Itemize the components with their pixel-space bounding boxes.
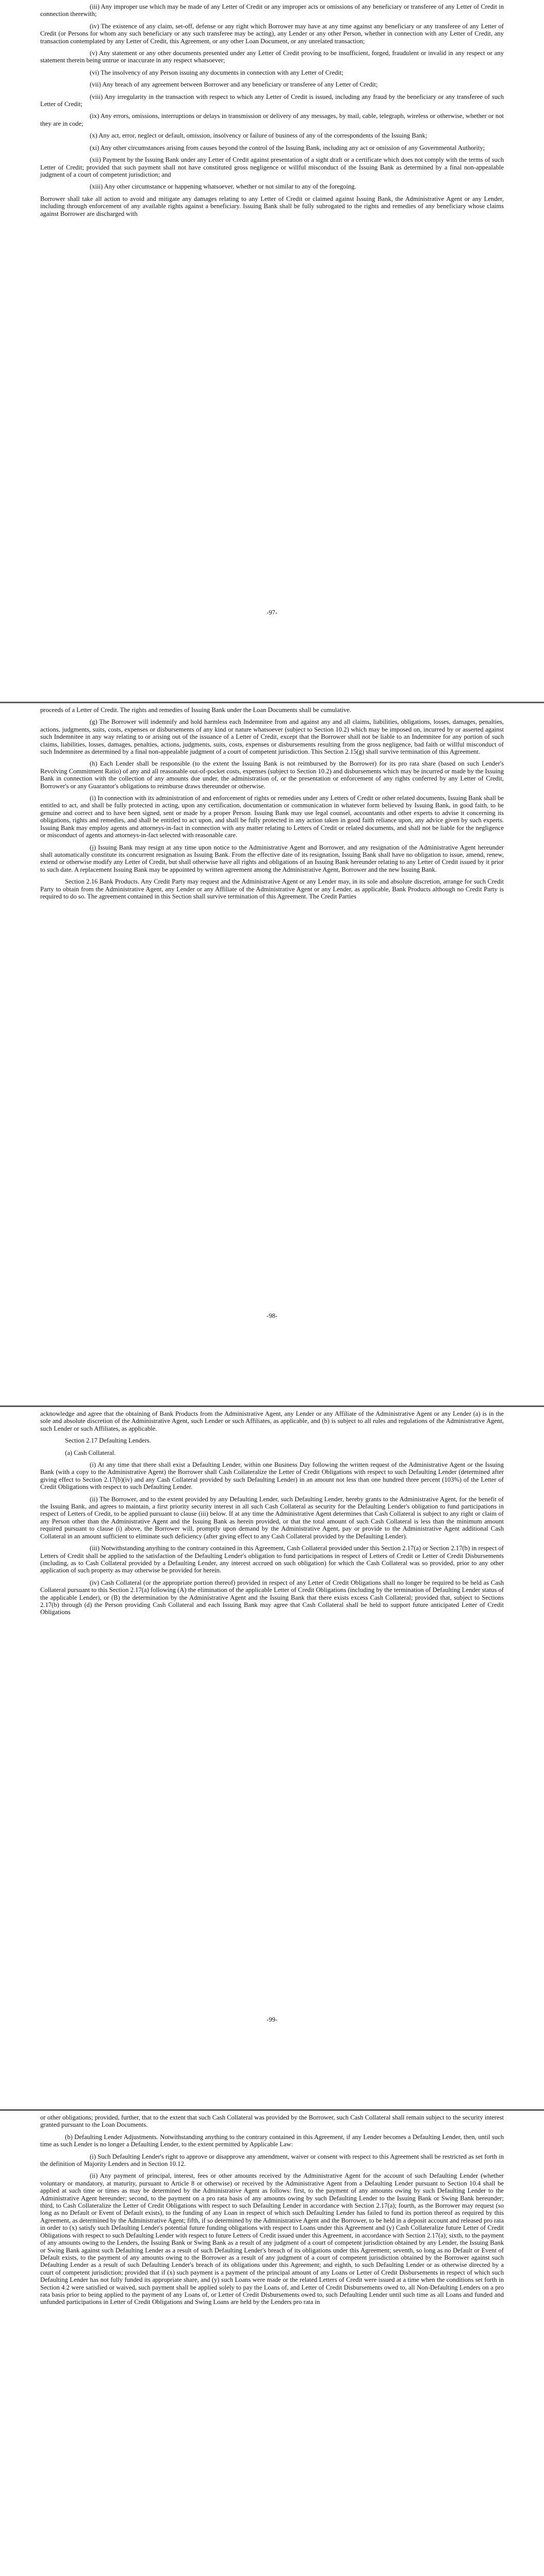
document-page-100	[0, 2111, 544, 2576]
subsection-b-paragraph: (b) Defaulting Lender Adjustments. Notwithstanding anything to the contrary contained in this Agreement, if any Lender becomes a Defaulting Lender, then, until such time as such Lender is no longer a Defaulting Lender, to the extent permitted by Applicable Law:	[40, 2133, 504, 2148]
paragraph: or other obligations; provided, further, that to the extent that such Cash Collateral was provided by the Borrower, such Cash Collateral shall remain subject to the security interest granted pursuant to the Loan Documents.	[40, 2114, 504, 2129]
paragraph: (ix) Any errors, omissions, interruptions or delays in transmission or delivery of any messages, by mail, cable, telegraph, wireless or otherwise, whether or not they are in code;	[40, 112, 504, 127]
page-body	[40, 2114, 504, 2306]
page-body	[40, 3, 504, 217]
document-page-99	[0, 1407, 544, 2109]
paragraph: (h) Each Lender shall be responsible (to the extent the Issuing Bank is not reimbursed by the Borrower) for its pro rata share (based on such Lender's Revolving Commitment Ratio) of any and all reasonable out-of-pocket costs, expenses (subject to Section 10.2) and disbursements which may be incurred or made by the Issuing Bank in connection with the collection of any amounts due under, the administration of, or the presentation or enforcement of any rights conferred by any Letter of Credit, Borrower's or any Guarantor's obligations to reimburse draws thereunder or otherwise.	[40, 760, 504, 790]
paragraph: (x) Any act, error, neglect or default, omission, insolvency or failure of business of any of the correspondents of the Issuing Bank;	[90, 132, 427, 140]
paragraph: (iii) Notwithstanding anything to the contrary contained in this Agreement, Cash Collateral provided under this Section 2.17(a) or Section 2.17(b) in respect of Letters of Credit shall be applied to the satisfaction of the Defaulting Lender's obligation to fund participations in respect of Letters of Credit or Letter of Credit Disbursements (including, as to Cash Collateral provided by a Defaulting Lender, any interest accrued on such obligation) for which the Cash Collateral was so provided, prior to any other application of such property as may otherwise be provided for herein.	[40, 1545, 504, 1574]
paragraph: acknowledge and agree that the obtaining of Bank Products from the Administrative Agent, any Lender or any Affiliate of the Administrative Agent or any Lender (a) is in the sole and absolute discretion of the Administrative Agent, such Lender or such Affiliates, as applicable, and (b) is subject to all rules and regulations of the Administrative Agent, such Lender or such Affiliates, as applicable.	[40, 1410, 504, 1432]
page-number: -97-	[267, 609, 277, 616]
subsection-a-heading: (a) Cash Collateral.	[65, 1449, 116, 1456]
section-2-16-paragraph: Section 2.16 Bank Products. Any Credit Party may request and the Administrative Agent or any Lender may, in its sole and absolute discretion, arrange for such Credit Party to obtain from the Administrative Agent, any Lender or any Affiliate of the Administrative Agent or any Lender, as applicable, Bank Products although no Credit Party is required to do so. The agreement contained in this Section shall survive termination of this Agreement. The Credit Parties	[40, 878, 504, 900]
page-number: -98-	[267, 1312, 277, 1319]
document-page-97	[0, 0, 544, 702]
paragraph: (xii) Payment by the Issuing Bank under any Letter of Credit against presentation of a sight draft or a certificate which does not comply with the terms of such Letter of Credit; provided that such payment shall not have constituted gross negligence or willful misconduct of the Issuing Bank as determined by a final non-appealable judgment of a court of competent jurisdiction; and	[40, 156, 504, 178]
paragraph: (i) In connection with its administration of and enforcement of rights or remedies under any Letters of Credit or other related documents, Issuing Bank shall be entitled to act, and shall be fully protected in acting, upon any certification, documentation or communication in whatever form believed by Issuing Bank, in good faith, to be genuine and correct and to have been signed, sent or made by a proper Person. Issuing Bank may use legal counsel, accountants and other experts to advise it concerning its obligations, rights and remedies, and shall be entitled to act upon, and shall be fully protected in any action taken in good faith reliance upon, any advice given by such experts. Issuing Bank may employ agents and attorneys-in-fact in connection with any matter relating to Letters of Credit or related documents, and shall not be liable for the negligence or misconduct of agents and attorneys-in-fact selected with reasonable care.	[40, 794, 504, 839]
paragraph: (i) At any time that there shall exist a Defaulting Lender, within one Business Day following the written request of the Administrative Agent or the Issuing Bank (with a copy to the Administrative Agent) the Borrower shall Cash Collateralize the Letter of Credit Obligations with respect to such Defaulting Lender (determined after giving effect to Section 2.17(b)(iv) and any Cash Collateral provided by such Defaulting Lender) in an amount not less than one hundred three percent (103%) of the Letter of Credit Obligations with respect to such Defaulting Lender.	[40, 1461, 504, 1491]
paragraph: (viii) Any irregularity in the transaction with respect to which any Letter of Credit is issued, including any fraud by the beneficiary or any transferee of such Letter of Credit;	[40, 93, 504, 108]
paragraph: proceeds of a Letter of Credit. The rights and remedies of Issuing Bank under the Loan Documents shall be cumulative.	[40, 706, 352, 714]
page-body	[40, 706, 504, 900]
paragraph: (iii) Any improper use which may be made of any Letter of Credit or any improper acts or omissions of any beneficiary or transferee of any Letter of Credit in connection therewith;	[40, 3, 504, 18]
page-number: -99-	[267, 2016, 277, 2023]
page-body	[40, 1410, 504, 1616]
paragraph: (v) Any statement or any other documents presented under any Letter of Credit proving to be insufficient, forged, fraudulent or invalid in any respect or any statement therein being untrue or inaccurate in any respect whatsoever;	[40, 49, 504, 64]
paragraph: (ii) Any payment of principal, interest, fees or other amounts received by the Administrative Agent for the account of such Defaulting Lender (whether voluntary or mandatory, at maturity, pursuant to Article 8 or otherwise) or received by the Administrative Agent from a Defaulting Lender pursuant to Section 10.4 shall be applied at such time or times as may be determined by the Administrative Agent as follows: first, to the payment of any amounts owing by such Defaulting Lender to the Administrative Agent hereunder; second, to the payment on a pro rata basis of any amounts owing by such Defaulting Lender to the Issuing Bank or Swing Bank hereunder; third, to Cash Collateralize the Letter of Credit Obligations with respect to such Defaulting Lender in accordance with Section 2.17(a); fourth, as the Borrower may request (so long as no Default or Event of Default exists), to the funding of any Loan in respect of which such Defaulting Lender has failed to fund its portion thereof as required by this Agreement, as determined by the Administrative Agent; fifth, if so determined by the Administrative Agent and the Borrower, to be held in a deposit account and released pro rata in order to (x) satisfy such Defaulting Lender's potential future funding obligations with respect to Loans under this Agreement and (y) Cash Collateralize future Letter of Credit Obligations with respect to such Defaulting Lender with respect to future Letters of Credit issued under this Agreement, in accordance with Section 2.17(a); sixth, to the payment of any amounts owing to the Lenders, the Issuing Bank or Swing Bank as a result of any judgment of a court of competent jurisdiction obtained by any Lender, the Issuing Bank or Swing Bank against such Defaulting Lender as a result of such Defaulting Lender's breach of its obligations under this Agreement; seventh, so long as no Default or Event of Default exists, to the payment of any amounts owing to the Borrower as a result of any judgment of a court of competent jurisdiction obtained by the Borrower against such Defaulting Lender as a result of such Defaulting Lender's breach of its obligations under this Agreement; and eighth, to such Defaulting Lender or as otherwise directed by a court of competent jurisdiction; provided that if (x) such payment is a payment of the principal amount of any Loans or Letter of Credit Disbursements in respect of which such Defaulting Lender has not fully funded its appropriate share, and (y) such Loans were made or the related Letters of Credit were issued at a time when the conditions set forth in Section 4.2 were satisfied or waived, such payment shall be applied solely to pay the Loans of, and Letter of Credit Disbursements owed to, all Non-Defaulting Lenders on a pro rata basis prior to being applied to the payment of any Loans of, or Letter of Credit Disbursements owed to, such Defaulting Lender until such time as all Loans and funded and unfunded participations in Letter of Credit Obligations and Swing Loans are held by the Lenders pro rata in	[40, 2172, 504, 2306]
paragraph: (xiii) Any other circumstance or happening whatsoever, whether or not similar to any of the foregoing.	[90, 183, 356, 191]
paragraph: (g) The Borrower will indemnify and hold harmless each Indemnitee from and against any and all claims, liabilities, obligations, losses, damages, penalties, actions, judgments, suits, costs, expenses or disbursements of any kind or nature whatsoever (subject to Section 10.2) which may be imposed on, incurred by or asserted against such Indemnitee in any way relating to or arising out of the issuance of a Letter of Credit, except that the Borrower shall not be liable to an Indemnitee for any portion of such claims, liabilities, losses, damages, penalties, actions, judgments, suits, costs, expenses or disbursements resulting from the gross negligence, bad faith or willful misconduct of such Indemnitee as determined by a final non-appealable judgment of a court of competent jurisdiction. This Section 2.15(g) shall survive termination of this Agreement.	[40, 718, 504, 756]
paragraph: (vii) Any breach of any agreement between Borrower and any beneficiary or transferee of any Letter of Credit;	[90, 81, 378, 89]
paragraph: (iv) The existence of any claim, set-off, defense or any right which Borrower may have at any time against any beneficiary or any transferee of any Letter of Credit (or Persons for whom any such beneficiary or any such transferee may be acting), any Lender or any other Person, whether in connection with any Letter of Credit, any transaction contemplated by any Letter of Credit, this Agreement, or any other Loan Document, or any unrelated transaction;	[40, 22, 504, 45]
document-page-98	[0, 703, 544, 1405]
paragraph: Borrower shall take all action to avoid and mitigate any damages relating to any Letter of Credit or claimed against Issuing Bank, the Administrative Agent or any Lender, including through enforcement of any available rights against a beneficiary. Issuing Bank shall be fully subrogated to the rights and remedies of any beneficiary whose claims against Borrower are discharged with	[40, 195, 504, 217]
paragraph: (iv) Cash Collateral (or the appropriate portion thereof) provided in respect of any Letter of Credit Obligations shall no longer be required to be held as Cash Collateral pursuant to this Section 2.17(a) following (A) the elimination of the applicable Letter of Credit Obligations (including by the termination of Defaulting Lender status of the applicable Lender), or (B) the determination by the Administrative Agent and the Issuing Bank that there exists excess Cash Collateral; provided that, subject to Sections 2.17(b) through (d) the Person providing Cash Collateral and each Issuing Bank may agree that Cash Collateral shall be held to support future anticipated Letter of Credit Obligations	[40, 1579, 504, 1616]
paragraph: (j) Issuing Bank may resign at any time upon notice to the Administrative Agent and Borrower, and any resignation of the Administrative Agent hereunder shall automatically constitute its concurrent resignation as Issuing Bank. From the effective date of its resignation, Issuing Bank shall have no obligation to issue, amend, renew, extend or otherwise modify any Letter of Credit, but shall otherwise have all rights and obligations of an Issuing Bank hereunder relating to any Letter of Credit issued by it prior to such date. A replacement Issuing Bank may be appointed by written agreement among the Administrative Agent, Borrower and the new Issuing Bank.	[40, 843, 504, 873]
section-2-17-heading: Section 2.17 Defaulting Lenders.	[65, 1437, 151, 1445]
paragraph: (ii) The Borrower, and to the extent provided by any Defaulting Lender, such Defaulting Lender, hereby grants to the Administrative Agent, for the benefit of the Issuing Bank, and agrees to maintain, a first priority security interest in all such Cash Collateral as security for the Defaulting Lender's obligation to fund participations in respect of Letters of Credit, to be applied pursuant to clause (iii) below. If at any time the Administrative Agent determines that Cash Collateral is subject to any right or claim of any Person other than the Administrative Agent and the Issuing Bank as herein provided, or that the total amount of such Cash Collateral is less than the minimum amount required pursuant to clause (i) above, the Borrower will, promptly upon demand by the Administrative Agent, pay or provide to the Administrative Agent additional Cash Collateral in an amount sufficient to eliminate such deficiency (after giving effect to any Cash Collateral provided by the Defaulting Lender).	[40, 1495, 504, 1540]
paragraph: (vi) The insolvency of any Person issuing any documents in connection with any Letter of Credit;	[90, 69, 343, 76]
paragraph: (xi) Any other circumstances arising from causes beyond the control of the Issuing Bank, including any act or omission of any Governmental Authority;	[90, 144, 485, 151]
paragraph: (i) Such Defaulting Lender's right to approve or disapprove any amendment, waiver or consent with respect to this Agreement shall be restricted as set forth in the definition of Majority Lenders and in Section 10.12.	[40, 2153, 504, 2168]
